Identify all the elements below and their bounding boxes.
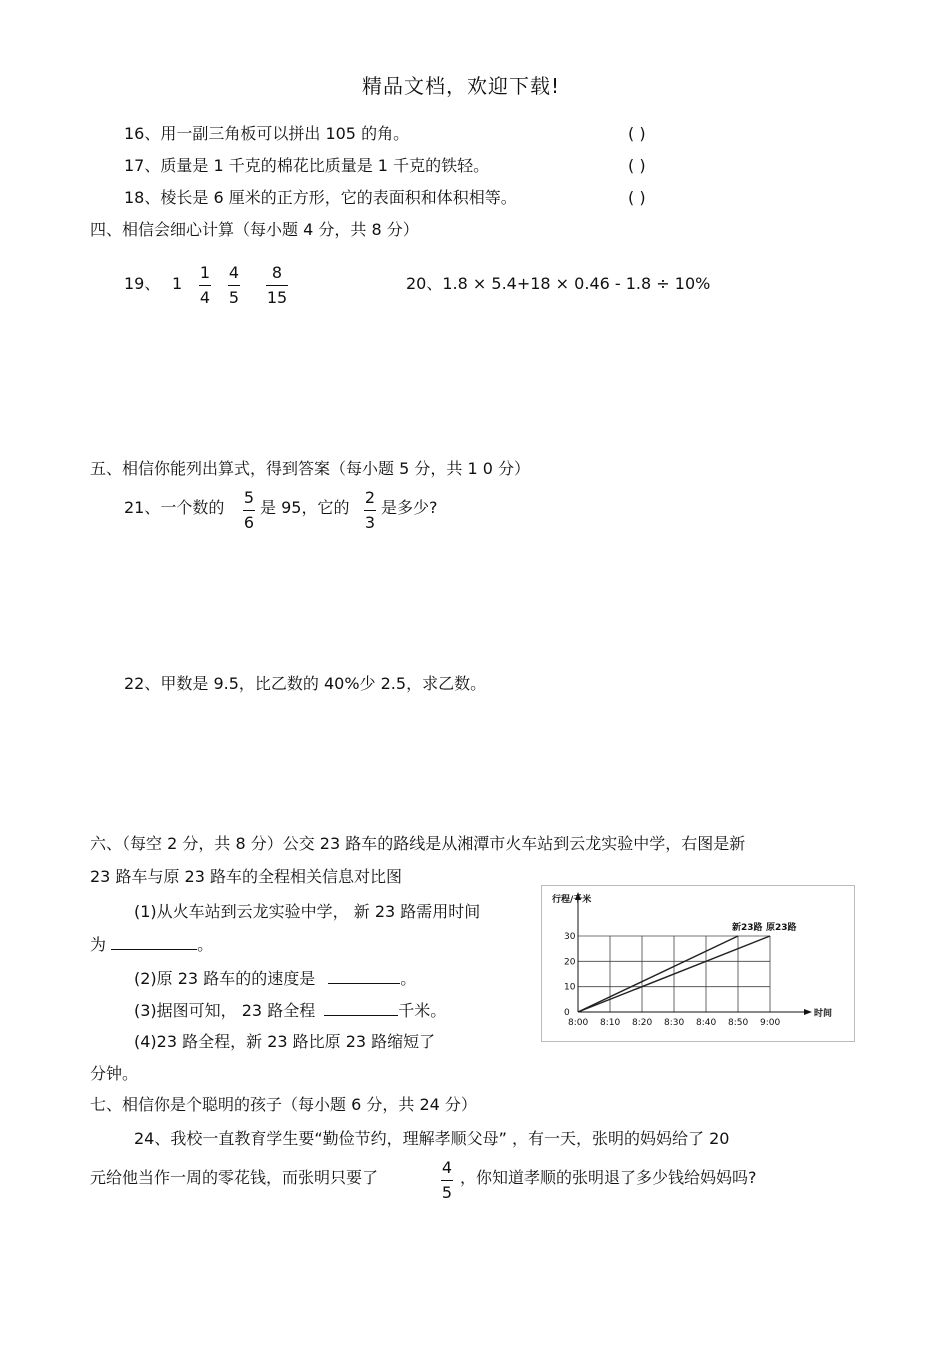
page-title: 精品文档，欢迎下载!: [362, 74, 561, 98]
question-21-prefix: 21、一个数的: [124, 498, 225, 517]
fraction-denominator: 4: [199, 288, 211, 307]
y-tick-label: 0: [564, 1008, 570, 1018]
question-21-mid: 是 95，它的: [260, 498, 350, 517]
fraction-19-2: [223, 265, 245, 306]
question-16: 16、用一副三角板可以拼出 105 的角。: [124, 124, 410, 143]
question-24-line2-prefix: 元给他当作一周的零花钱，而张明只要了: [90, 1168, 379, 1187]
fraction-21-1: [238, 490, 260, 531]
question-20: 20、1.8 × 5.4+18 × 0.46 - 1.8 ÷ 10%: [406, 274, 711, 293]
q23-part4-tail: 分钟。: [90, 1064, 139, 1083]
section-7-heading: 七、相信你是个聪明的孩子（每小题 6 分，共 24 分）: [90, 1095, 477, 1114]
section-4-heading: 四、相信会细心计算（每小题 4 分，共 8 分）: [90, 220, 419, 239]
x-tick-label: 8:40: [696, 1018, 717, 1028]
series-label: 原23路: [766, 923, 797, 933]
series-line: [578, 936, 738, 1012]
period: 。: [400, 969, 417, 988]
question-22: 22、甲数是 9.5，比乙数的 40%少 2.5，求乙数。: [124, 674, 487, 693]
fraction-21-2: [359, 490, 381, 531]
route-comparison-chart: [541, 885, 855, 1042]
period: 。: [197, 935, 214, 954]
question-19-label: 19、: [124, 274, 161, 293]
fraction-denominator: 6: [243, 513, 255, 532]
q23-part1-prefix: 为: [90, 935, 107, 954]
question-19-whole: 1: [172, 274, 183, 293]
question-24-line1: 24、我校一直教育学生要“勤俭节约，理解孝顺父母” ，有一天，张明的妈妈给了 20: [134, 1129, 730, 1148]
fraction-denominator: 5: [441, 1183, 453, 1202]
fraction-numerator: 4: [441, 1158, 453, 1177]
answer-paren-18[interactable]: ( ): [628, 188, 646, 207]
fraction-denominator: 5: [228, 288, 240, 307]
section-6-line2: 23 路车与原 23 路车的全程相关信息对比图: [90, 867, 402, 886]
x-tick-label: 8:00: [568, 1018, 589, 1028]
x-axis-title: 时间: [814, 1009, 833, 1019]
x-tick-label: 8:30: [664, 1018, 685, 1028]
y-tick-label: 10: [564, 982, 576, 993]
answer-blank-2[interactable]: [328, 969, 400, 984]
answer-paren-17[interactable]: ( ): [628, 156, 646, 175]
fraction-19-1: [194, 265, 216, 306]
section-6-line1: 六、（每空 2 分，共 8 分）公交 23 路车的路线是从湘潭市火车站到云龙实验中学，右图是新: [90, 834, 746, 853]
question-21-suffix: 是多少?: [381, 498, 438, 517]
x-tick-label: 8:10: [600, 1018, 621, 1028]
fraction-numerator: 2: [364, 488, 376, 507]
fraction-denominator: 15: [266, 288, 288, 307]
answer-blank-1[interactable]: [111, 935, 197, 950]
q23-part1: (1)从火车站到云龙实验中学， 新 23 路需用时间: [134, 902, 481, 921]
fraction-numerator: 4: [228, 263, 240, 282]
x-tick-label: 8:50: [728, 1018, 749, 1028]
x-tick-label: 9:00: [760, 1018, 781, 1028]
q23-part2: [134, 969, 416, 987]
q23-part2-text: (2)原 23 路车的的速度是: [134, 969, 316, 988]
answer-blank-3[interactable]: [324, 1001, 398, 1016]
q23-part4: (4)23 路全程，新 23 路比原 23 路缩短了: [134, 1032, 436, 1051]
fraction-numerator: 5: [243, 488, 255, 507]
fraction-denominator: 3: [364, 513, 376, 532]
x-axis-arrow: [804, 1009, 812, 1015]
fraction-24: [436, 1160, 458, 1201]
fraction-numerator: 8: [271, 263, 283, 282]
y-axis-title: 行程/千米: [552, 895, 592, 905]
series-label: 新23路: [732, 923, 763, 933]
chart-labels: [552, 893, 832, 1028]
y-tick-label: 20: [564, 957, 576, 968]
y-tick-label: 30: [564, 932, 576, 942]
section-5-heading: 五、相信你能列出算式，得到答案（每小题 5 分，共 1 0 分）: [90, 459, 530, 478]
question-17: 17、质量是 1 千克的棉花比质量是 1 千克的铁轻。: [124, 156, 490, 175]
x-tick-label: 8:20: [632, 1018, 653, 1028]
q23-part3: [134, 1001, 446, 1019]
fraction-numerator: 1: [199, 263, 211, 282]
fraction-19-3: [266, 265, 288, 306]
answer-paren-16[interactable]: ( ): [628, 124, 646, 143]
question-18: 18、棱长是 6 厘米的正方形，它的表面积和体积相等。: [124, 188, 517, 207]
q23-part1-answer: [90, 935, 213, 953]
question-24-line2-suffix: ，你知道孝顺的张明退了多少钱给妈妈吗?: [460, 1168, 757, 1187]
unit-km: 千米。: [398, 1001, 447, 1020]
chart-svg: [542, 886, 854, 1041]
q23-part3-text: (3)据图可知， 23 路全程: [134, 1001, 316, 1020]
